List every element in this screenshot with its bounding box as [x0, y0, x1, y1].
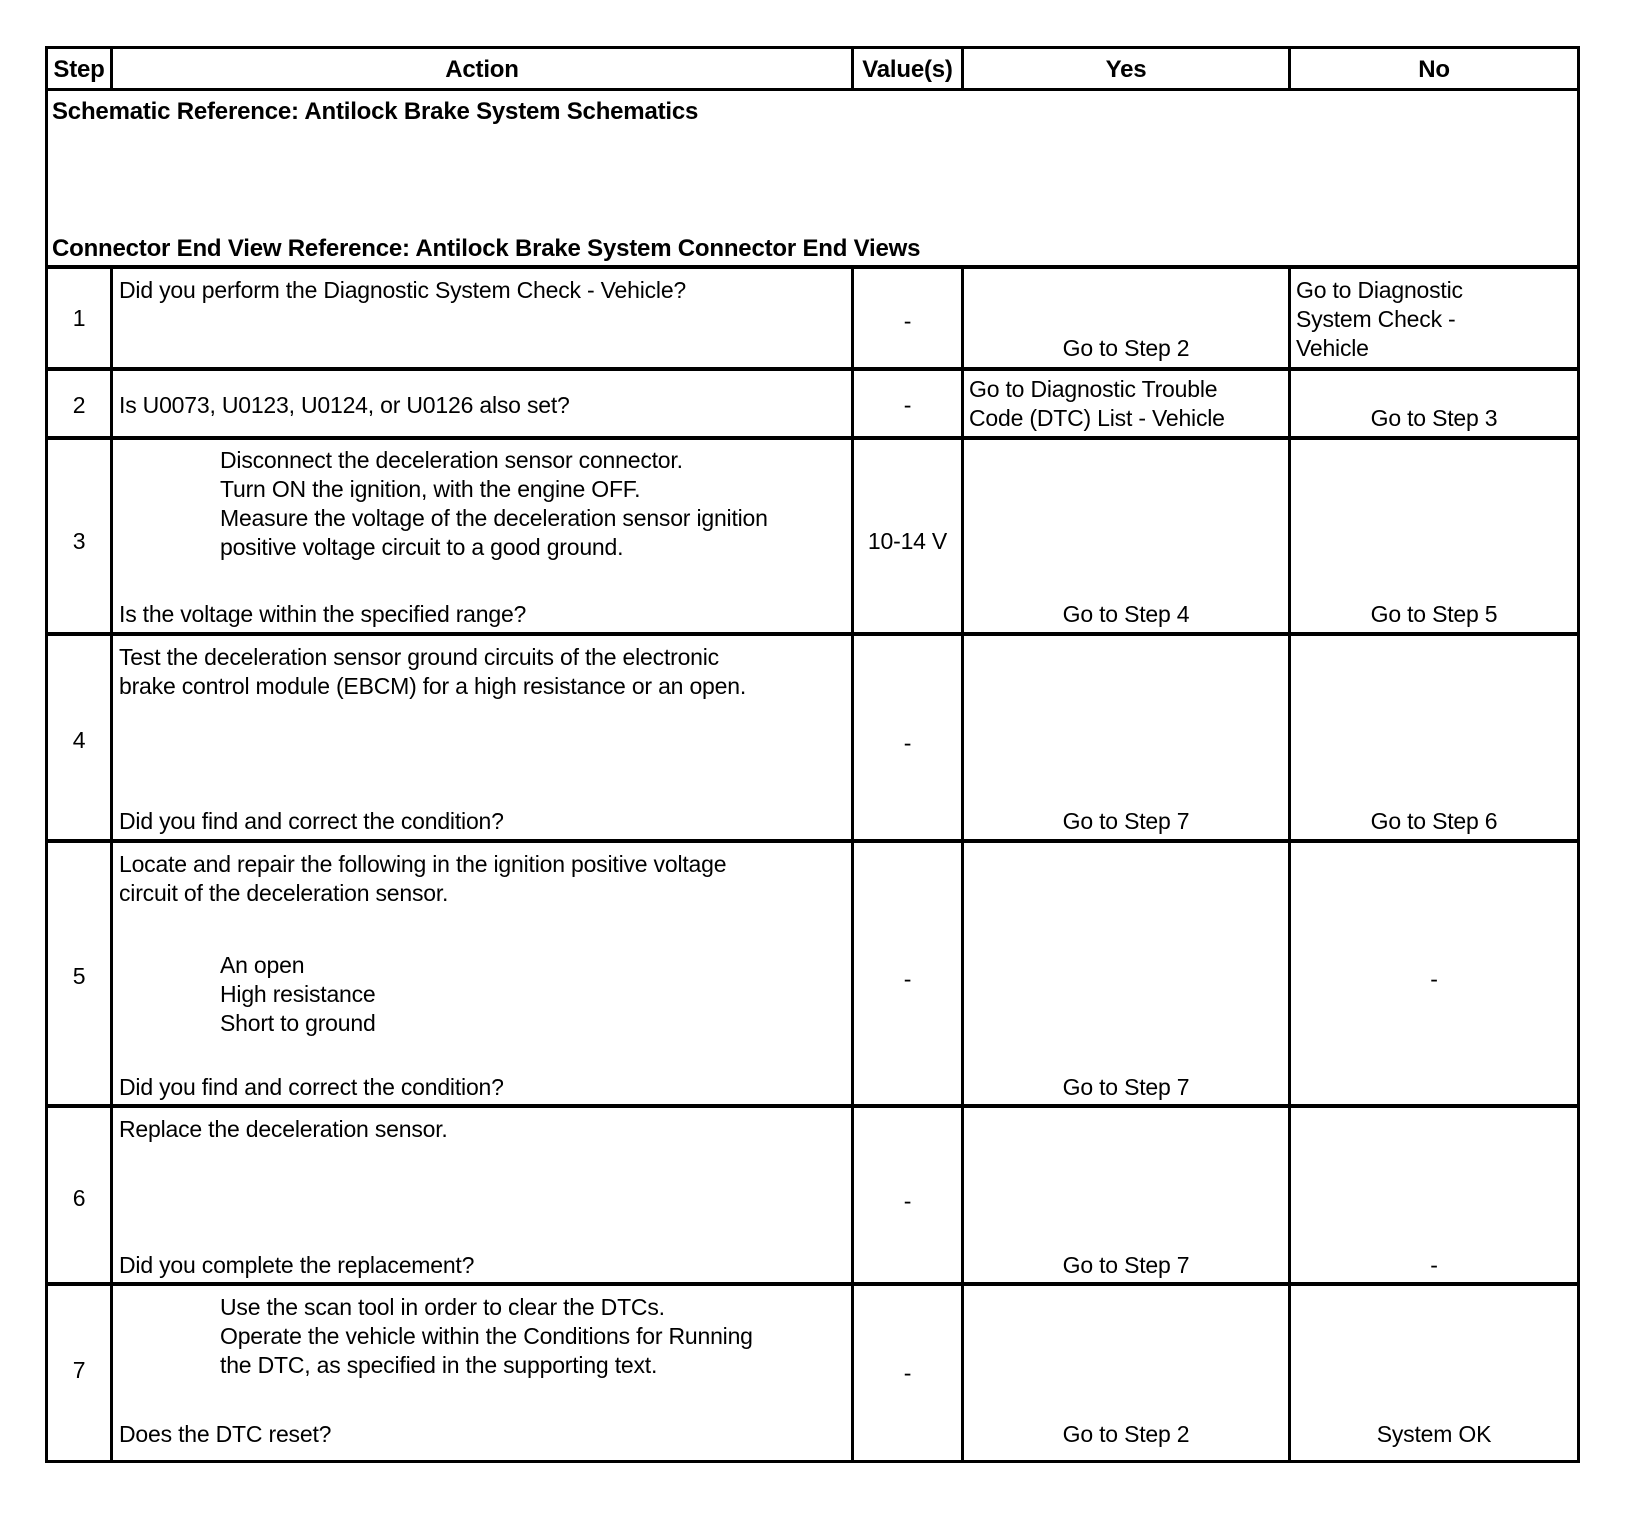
value-text: -	[903, 392, 912, 418]
yes-result: Go to Step 2	[1062, 335, 1190, 361]
action-question: Does the DTC reset?	[119, 1421, 332, 1447]
no-result: Go to Step 3	[1370, 405, 1498, 431]
yes-result: Go to Step 7	[1062, 1252, 1190, 1278]
value-text: -	[903, 308, 912, 334]
rule-col4-body	[1288, 269, 1291, 1463]
rule-col3-body	[961, 269, 964, 1463]
no-result: Go to Step 5	[1370, 601, 1498, 627]
action-steps: Disconnect the deceleration sensor connector. Turn ON the ignition, with the engine OFF. Measure the voltage of the deceleration sensor ignition positive voltage circuit to a good ground.	[220, 447, 768, 560]
action-steps: Use the scan tool in order to clear the DTCs. Operate the vehicle within the Conditions for Running the DTC, as specified in the supporting text.	[220, 1294, 753, 1378]
no-result: System OK	[1376, 1421, 1492, 1447]
no-result: Go to Diagnostic System Check - Vehicle	[1296, 277, 1463, 361]
rule-col2-body	[851, 269, 854, 1463]
yes-result: Go to Step 2	[1062, 1421, 1190, 1447]
value-text: -	[903, 1360, 912, 1386]
step-number: 1	[72, 305, 86, 331]
rule-step1-bottom	[45, 367, 1580, 371]
yes-result: Go to Step 4	[1062, 601, 1190, 627]
action-question: Did you find and correct the condition?	[119, 808, 504, 834]
header-yes: Yes	[1105, 56, 1147, 83]
value-text: -	[903, 966, 912, 992]
action-text: Locate and repair the following in the ignition positive voltage circuit of the deceleration sensor.	[119, 851, 727, 906]
no-result: -	[1430, 1252, 1438, 1278]
connector-reference: Connector End View Reference: Antilock Brake System Connector End Views	[52, 235, 921, 262]
step-number: 3	[72, 528, 86, 554]
rule-step2-bottom	[45, 436, 1580, 440]
value-text: -	[903, 1188, 912, 1214]
yes-result: Go to Diagnostic Trouble Code (DTC) List - Vehicle	[969, 376, 1225, 431]
rule-step6-bottom	[45, 1282, 1580, 1286]
header-action: Action	[445, 56, 519, 83]
action-question: Did you find and correct the condition?	[119, 1074, 504, 1100]
yes-result: Go to Step 7	[1062, 1074, 1190, 1100]
header-values: Value(s)	[862, 56, 953, 83]
value-text: 10-14 V	[867, 528, 948, 554]
step-number: 2	[72, 392, 86, 418]
action-text: Is U0073, U0123, U0124, or U0126 also set?	[119, 392, 570, 418]
action-text: Replace the deceleration sensor.	[119, 1116, 448, 1142]
step-number: 6	[72, 1185, 86, 1211]
header-step: Step	[53, 56, 105, 83]
action-list: An open High resistance Short to ground	[220, 952, 376, 1036]
step-number: 7	[72, 1357, 86, 1383]
value-text: -	[903, 730, 912, 756]
no-result: Go to Step 6	[1370, 808, 1498, 834]
step-number: 5	[72, 963, 86, 989]
rule-header-bottom	[45, 88, 1580, 91]
no-result: -	[1430, 966, 1438, 992]
action-text: Did you perform the Diagnostic System Check - Vehicle?	[119, 277, 687, 303]
rule-references-bottom	[45, 265, 1580, 269]
action-text: Test the deceleration sensor ground circuits of the electronic brake control module (EBCM) for a high resistance or an open.	[119, 644, 747, 699]
action-question: Did you complete the replacement?	[119, 1252, 475, 1278]
action-question: Is the voltage within the specified range?	[119, 601, 527, 627]
step-number: 4	[72, 727, 86, 753]
rule-step5-bottom	[45, 1104, 1580, 1108]
yes-result: Go to Step 7	[1062, 808, 1190, 834]
rule-step3-bottom	[45, 632, 1580, 636]
header-no: No	[1418, 56, 1450, 83]
schematic-reference: Schematic Reference: Antilock Brake System Schematics	[52, 98, 699, 125]
rule-step4-bottom	[45, 839, 1580, 843]
rule-col1-body	[110, 269, 113, 1463]
